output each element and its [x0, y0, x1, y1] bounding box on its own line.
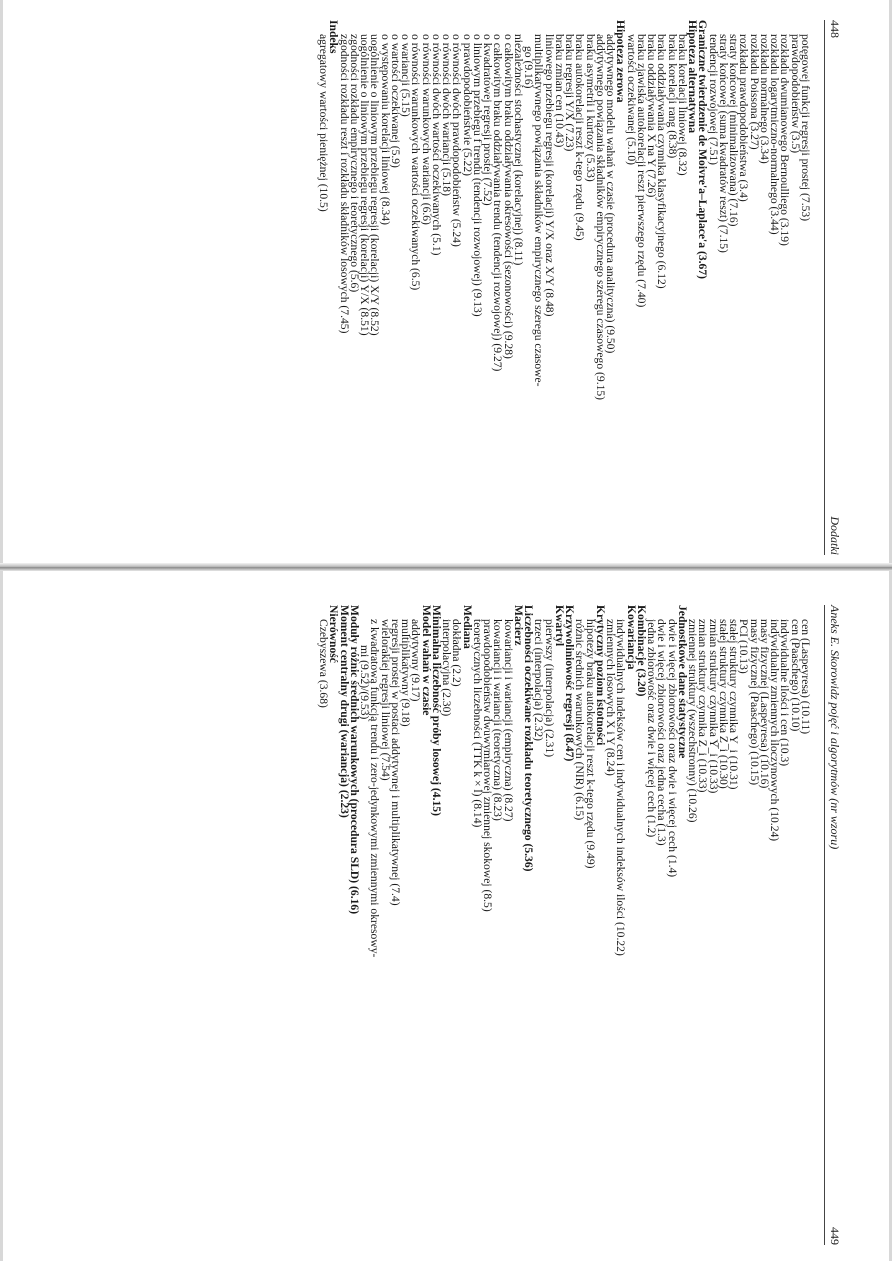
index-subentry: kowariancji i wariancji (empiryczna) (8.27) — [501, 619, 515, 822]
index-subentry: liniowego przebiegu regresji (korelacji) Y/X oraz X/Y (8.48) — [542, 34, 556, 317]
book-spine-fold — [0, 563, 892, 571]
index-subentry: addytywnego powiązania składników empirycznego szeregu czasowego (9.15) — [594, 34, 607, 401]
index-subentry: o całkowitym braku oddziaływania okresowości (sezonowości) (9.28) — [501, 34, 515, 359]
scan-left-edge — [0, 0, 3, 1261]
index-heading: Krzywoliniowość regresji (8.47) — [563, 605, 577, 762]
index-heading: Kowariancja — [624, 605, 638, 670]
index-subentry: braku regresji Y/X (7.23) — [563, 34, 577, 152]
index-subentry: dokładna (2.2) — [450, 619, 464, 687]
index-entries-449 — [318, 605, 810, 1245]
index-subentry: o wartości oczekiwanej (5.9) — [389, 34, 402, 168]
index-subentry: indywidualne ilości i cen (10.3) — [778, 619, 792, 767]
index-subentry: o kwadratowej regresji prostej (7.52) — [481, 34, 495, 206]
index-subentry: multiplikatywny (9.18) — [399, 619, 413, 727]
index-subentry: stałej struktury czynnika Z_i (10.30) — [717, 619, 730, 789]
index-subentry: trzeci (interpolacja) (2.32) — [532, 619, 546, 741]
index-subentry: zgodności rozkładu reszt i rozkładu składników losowych (7.45) — [337, 34, 351, 334]
index-subentry: braku korelacji liniowej (8.32) — [676, 34, 689, 176]
index-subentry: wartości oczekiwanej (5.10) — [624, 34, 638, 166]
index-subentry: rozkładu normalnego (3.34) — [758, 34, 771, 164]
index-subentry: masy fizycznej (Paaschego) (10.15) — [747, 619, 761, 786]
index-subentry: interpolacyjna (2.30) — [440, 619, 454, 717]
index-subentry: stałej struktury czynnika Y_i (10.31) — [727, 619, 741, 790]
index-subentry: rozkładu logarytmiczno-normalnego (3.44) — [768, 34, 782, 235]
index-subentry: dwie i więcej zbiorowości oraz jedna cecha (1.3) — [655, 619, 669, 846]
index-subentry: cen (Laspeyresa) (10.11) — [799, 619, 812, 735]
index-heading: Kwartyl — [553, 605, 566, 647]
index-heading: Mediana — [460, 605, 474, 649]
page-number-448: 448 — [828, 20, 842, 38]
index-subentry: wielorakiej regresji liniowej (7.54) — [378, 619, 392, 781]
index-subentry: indywidualny zmiennych iloczynowych (10.24) — [768, 619, 782, 842]
index-heading: Jednostkowe dane statystyczne — [676, 605, 689, 759]
index-subentry: zmiennej struktury (wszechstronny) (10.26) — [686, 619, 700, 823]
index-subentry: o całkowitym braku oddziaływania trendu (tendencji rozwojowej) (9.27) — [491, 34, 505, 372]
index-subentry: jedna zbiorowość oraz dwie i więcej cech (1.2) — [645, 619, 659, 838]
index-subentry: rozkładu prawdopodobieństwa (3.4) — [737, 34, 751, 202]
page-449-header — [824, 605, 842, 1245]
index-entries-448 — [318, 20, 810, 555]
index-subentry: o liniowym przebiegu f trendu (tendencji rozwojowej) (9.13) — [471, 34, 484, 317]
index-subentry: prawdopodobieństw dwuwymiarowej zmiennej skokowej (8.5) — [481, 619, 495, 912]
index-subentry: go (9.16) — [522, 46, 536, 89]
index-heading: Moment centralny drugi (wariancja) (2.23) — [337, 605, 351, 818]
index-subentry: PCI (10.13) — [737, 619, 751, 674]
index-subentry: hipotezy braku autokorelacji reszt k-tego rzędu (9.49) — [583, 619, 597, 869]
index-subentry: dwie i więcej zbiorowości oraz dwie i więcej cech (1.4) — [665, 619, 679, 878]
index-subentry: o występowaniu korelacji liniowej (8.34) — [378, 34, 392, 225]
index-subentry: o równości warunkowych wartości oczekiwanych (6.5) — [409, 34, 423, 291]
index-subentry: tendencji rozwojowej (7.51) — [706, 34, 720, 166]
page-449-content — [42, 605, 842, 1245]
index-subentry: mi (9.52)/(9.53) — [358, 645, 372, 720]
index-subentry: braku zmian cen (10.43) — [553, 34, 566, 148]
index-heading: Krytyczny poziom istotności — [594, 605, 607, 746]
index-heading: Macierz — [512, 605, 525, 646]
running-header-dodatki: Dodatki — [828, 516, 842, 555]
index-subentry: uogólnienie o liniowym przebiegu regresji (korelacji) Y/X (8.51) — [358, 34, 372, 336]
index-subentry: zgodności rozkładu empirycznego i teoretycznego (5.6) — [348, 34, 361, 293]
running-header-aneks: Aneks E. Skorowidz pojęć i algorytmów (nr wzoru) — [828, 605, 842, 850]
index-subentry: masy fizycznej (Laspeyresa) (10.16) — [758, 619, 771, 789]
index-subentry: pierwszy (interpolacja) (2.31) — [542, 619, 556, 758]
index-subentry: indywidualnych indeksów cen i indywidualnych indeksów ilości (10.22) — [614, 619, 628, 956]
page-number-449: 449 — [828, 1227, 842, 1245]
index-subentry: Czebyszewa (3.68) — [317, 619, 331, 708]
index-heading: Nierówność — [327, 605, 341, 663]
index-subentry: braku oddziaływania X na Y (7.26) — [645, 34, 659, 198]
index-heading: Moduły różnic średnich warunkowych (procedura SLD) (6.16) — [348, 605, 361, 915]
index-subentry: teoretycznych liczebności (TTK k × l) (8.14) — [471, 619, 484, 828]
index-heading: Liczebności oczekiwane rozkładu teoretycznego (5.36) — [522, 605, 536, 872]
index-subentry: straty końcowej (minimalizowana) (7.16) — [727, 34, 741, 227]
index-subentry: zmiennych losowych X i Y (8.24) — [604, 619, 618, 776]
index-subentry: zmian struktury czynnika Y_i (10.33) — [706, 619, 720, 794]
index-subentry: potęgowej funkcji regresji prostej (7.53) — [799, 34, 812, 222]
index-subentry: multiplikatywnego powiązania składników empirycznego szeregu czasowe- — [532, 34, 546, 387]
index-subentry: rozkładu Poissona (3.27) — [747, 34, 761, 150]
index-subentry: uogólnienie o liniowym przebiegu regresji (korelacji) X/Y (8.52) — [368, 34, 382, 336]
index-subentry: braku asymetrii i kurtozy (5.33) — [583, 34, 597, 182]
index-heading: Hipoteza alternatywna — [686, 20, 700, 134]
index-subentry: o równości dwóch wartości oczekiwanych (5.1) — [430, 34, 443, 256]
index-subentry: zmian struktury czynnika Z_i (10.33) — [696, 619, 710, 793]
index-subentry: kowariancji i wariancji (teoretyczna) (8.23) — [491, 619, 505, 821]
index-subentry: braku korelacji rang (8.38) — [665, 34, 679, 159]
page-448-header — [824, 20, 842, 555]
index-subentry: cen (Paaschego) (10.10) — [788, 619, 802, 732]
index-subentry: addytywny (9.17) — [409, 619, 423, 702]
index-subentry: o wariancji (5.15) — [399, 34, 413, 117]
index-subentry: niezależności stochastycznej (korelacyjnej) (8.11) — [512, 34, 525, 266]
index-subentry: o równości dwóch prawdopodobieństw (5.24) — [450, 34, 464, 247]
index-subentry: agregatowy wartości pieniężnej (10.5) — [317, 34, 331, 212]
index-heading: Hipoteza zerowa — [614, 20, 628, 103]
index-subentry: braku zjawiska autokorelacji reszt pierwszego rzędu (7.40) — [635, 34, 648, 308]
page-448-content — [42, 20, 842, 555]
index-subentry: braku autokorelacji reszt k-tego rzędu (9.45) — [573, 34, 587, 241]
index-subentry: braku oddziaływania czynnika klasyfikacyjnego (6.12) — [655, 34, 669, 289]
index-heading: Indeks — [327, 20, 341, 54]
index-subentry: o równości dwóch wariancji (5.18) — [440, 34, 454, 196]
index-subentry: różnic średnich warunkowych (NIR) (6.15) — [573, 619, 587, 821]
index-heading: Minimalna liczebność próby losowej (4.15) — [430, 605, 443, 816]
index-subentry: regresji prostej w postaci addytywnej i multiplikatywnej (7.4) — [389, 619, 402, 906]
index-subentry: prawdopodobieństw (3.5) — [788, 34, 802, 154]
index-heading: Model wahań w czasie — [419, 605, 433, 716]
index-subentry: rozkładu dwumianowego Bernoulliego (3.19) — [778, 34, 792, 246]
index-subentry: addytywnego modelu wahań w czasie (procedura analityczna) (9.50) — [604, 34, 618, 354]
index-heading: Kombinacje (3.20) — [635, 605, 648, 697]
index-subentry: straty końcowej (suma kwadratów reszt) (7.15) — [717, 34, 730, 253]
index-subentry: z kwadratową funkcją trendu i zero-jedynkowymi zmiennymi okresowy- — [368, 619, 382, 958]
index-heading: Graniczne twierdzenie de Moivre'a–Laplace'a (3.67) — [696, 20, 710, 279]
index-subentry: o równości warunkowych wariancji (6.6) — [419, 34, 433, 225]
index-subentry: o prawdopodobieństwie (5.22) — [460, 34, 474, 176]
